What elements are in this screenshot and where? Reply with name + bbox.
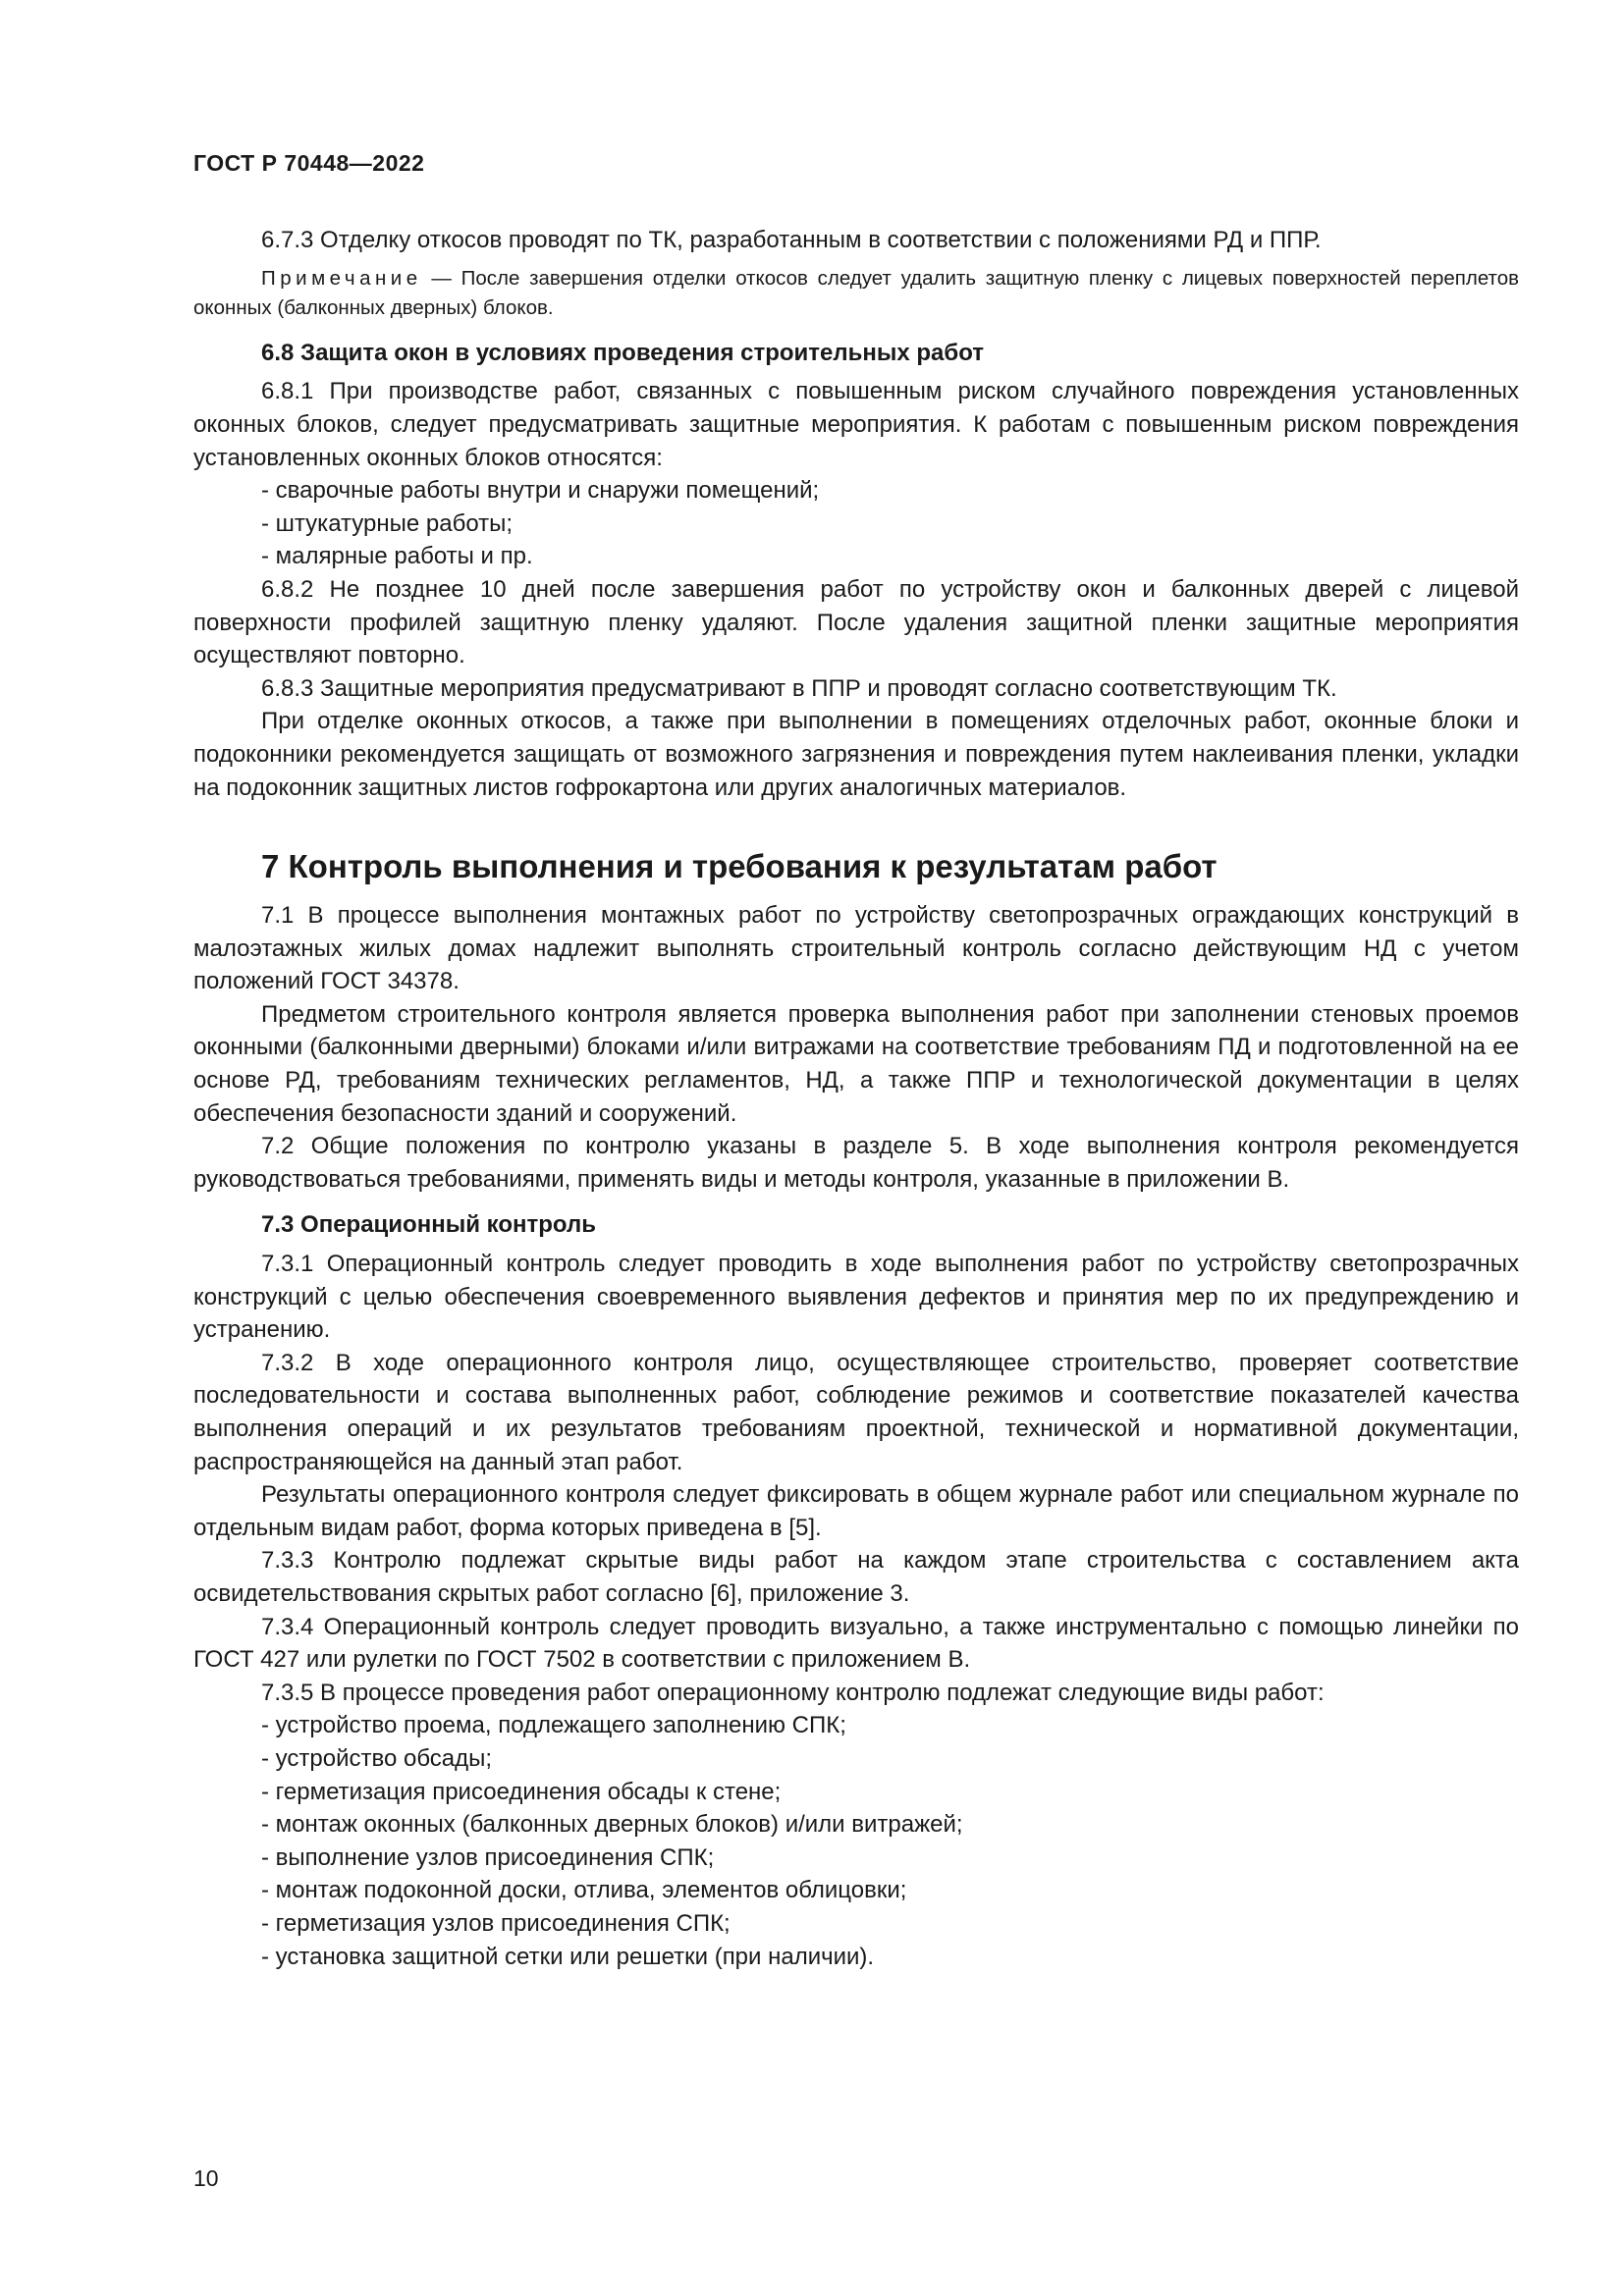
paragraph-6-8-3: 6.8.3 Защитные мероприятия предусматривают в ППР и проводят согласно соответствующим ТК. — [261, 674, 1337, 702]
list-item: - монтаж подоконной доски, отлива, элементов облицовки; — [261, 1877, 907, 1904]
page-number: 10 — [193, 2165, 219, 2191]
paragraph-6-7-3: 6.7.3 Отделку откосов проводят по ТК, разработанным в соответствии с положениями РД и ППР. — [261, 227, 1322, 253]
document-code: ГОСТ Р 70448—2022 — [193, 150, 425, 176]
paragraph-7-3-4: 7.3.4 Операционный контроль следует проводить визуально, а также инструментально с помощью линейки по ГОСТ 427 или рулетки по ГОСТ 7502 в соответствии с приложением В. — [193, 1613, 1519, 1674]
paragraph-7-1: 7.1 В процессе выполнения монтажных работ по устройству светопрозрачных ограждающих конструкций в малоэтажных жилых домах надлежит выполнять строительный контроль согласно действующим НД с учетом положений ГОСТ 34378. — [193, 902, 1519, 995]
list-item: - устройство обсады; — [261, 1744, 493, 1772]
note-label: Примечание — [261, 266, 422, 290]
note-text: — После завершения отделки откосов следует удалить защитную пленку с лицевых поверхностей переплетов оконных (балконных дверных) блоков. — [193, 266, 1519, 320]
list-item: - выполнение узлов присоединения СПК; — [261, 1843, 715, 1871]
list-item: - установка защитной сетки или решетки (при наличии). — [261, 1943, 875, 1970]
heading-7-3: 7.3 Операционный контроль — [261, 1211, 596, 1239]
paragraph-7-3-5: 7.3.5 В процессе проведения работ операционному контролю подлежат следующие виды работ: — [261, 1679, 1325, 1706]
list-item: - штукатурные работы; — [261, 509, 514, 537]
paragraph-6-8-2: 6.8.2 Не позднее 10 дней после завершения работ по устройству окон и балконных дверей с лицевой поверхности профилей защитную пленку удаляют. После удаления защитной пленки защитные мероприятия осуществляют повторно. — [193, 575, 1519, 669]
paragraph-6-8-1: 6.8.1 При производстве работ, связанных с повышенным риском случайного повреждения установленных оконных блоков, следует предусматривать защитные мероприятия. К работам с повышенным риском повреждения установленных оконных блоков относятся: — [193, 378, 1519, 471]
paragraph-7-3-3: 7.3.3 Контролю подлежат скрытые виды работ на каждом этапе строительства с составлением акта освидетельствования скрытых работ согласно [6], приложение 3. — [193, 1547, 1519, 1607]
list-item: - герметизация присоединения обсады к стене; — [261, 1778, 782, 1805]
list-item: - герметизация узлов присоединения СПК; — [261, 1909, 731, 1937]
document-body — [193, 224, 1519, 1973]
heading-6-8: 6.8 Защита окон в условиях проведения строительных работ — [261, 339, 985, 366]
paragraph-7-3-1: 7.3.1 Операционный контроль следует проводить в ходе выполнения работ по устройству светопрозрачных конструкций с целью обеспечения своевременного выявления дефектов и принятия мер по их предупреждению и устранению. — [193, 1251, 1519, 1344]
list-item: - монтаж оконных (балконных дверных блоков) и/или витражей; — [261, 1811, 963, 1839]
paragraph-7-3-2: 7.3.2 В ходе операционного контроля лицо, осуществляющее строительство, проверяет соответствие последовательности и состава выполненных работ, соблюдение режимов и соответствие показателей качества выполнения операций и их результатов требованиям проектной, технической и нормативной документации, распространяющейся на данный этап работ. — [193, 1349, 1519, 1475]
list-item: - малярные работы и пр. — [261, 543, 533, 570]
note — [193, 264, 1519, 324]
list-item: - устройство проема, подлежащего заполнению СПК; — [261, 1712, 846, 1739]
list-item: - сварочные работы внутри и снаружи помещений; — [261, 477, 820, 505]
paragraph-7-2: 7.2 Общие положения по контролю указаны в разделе 5. В ходе выполнения контроля рекомендуется руководствоваться требованиями, применять виды и методы контроля, указанные в приложении В. — [193, 1133, 1519, 1193]
paragraph-7-1-cont: Предметом строительного контроля является проверка выполнения работ при заполнении стеновых проемов оконными (балконными дверными) блоками и/или витражами на соответствие требованиям ПД и подготовленной на ее основе РД, требованиям технических регламентов, НД, а также ППР и технологической документации в целях обеспечения безопасности зданий и сооружений. — [193, 1000, 1519, 1127]
paragraph-6-8-3-cont: При отделке оконных откосов, а также при выполнении в помещениях отделочных работ, оконные блоки и подоконники рекомендуется защищать от возможного загрязнения и повреждения путем наклеивания пленки, укладки на подоконник защитных листов гофрокартона или других аналогичных материалов. — [193, 708, 1519, 801]
heading-section-7: 7 Контроль выполнения и требования к результатам работ — [261, 848, 1218, 885]
paragraph-7-3-2-cont: Результаты операционного контроля следует фиксировать в общем журнале работ или специальном журнале по отдельным видам работ, форма которых приведена в [5]. — [193, 1481, 1519, 1541]
